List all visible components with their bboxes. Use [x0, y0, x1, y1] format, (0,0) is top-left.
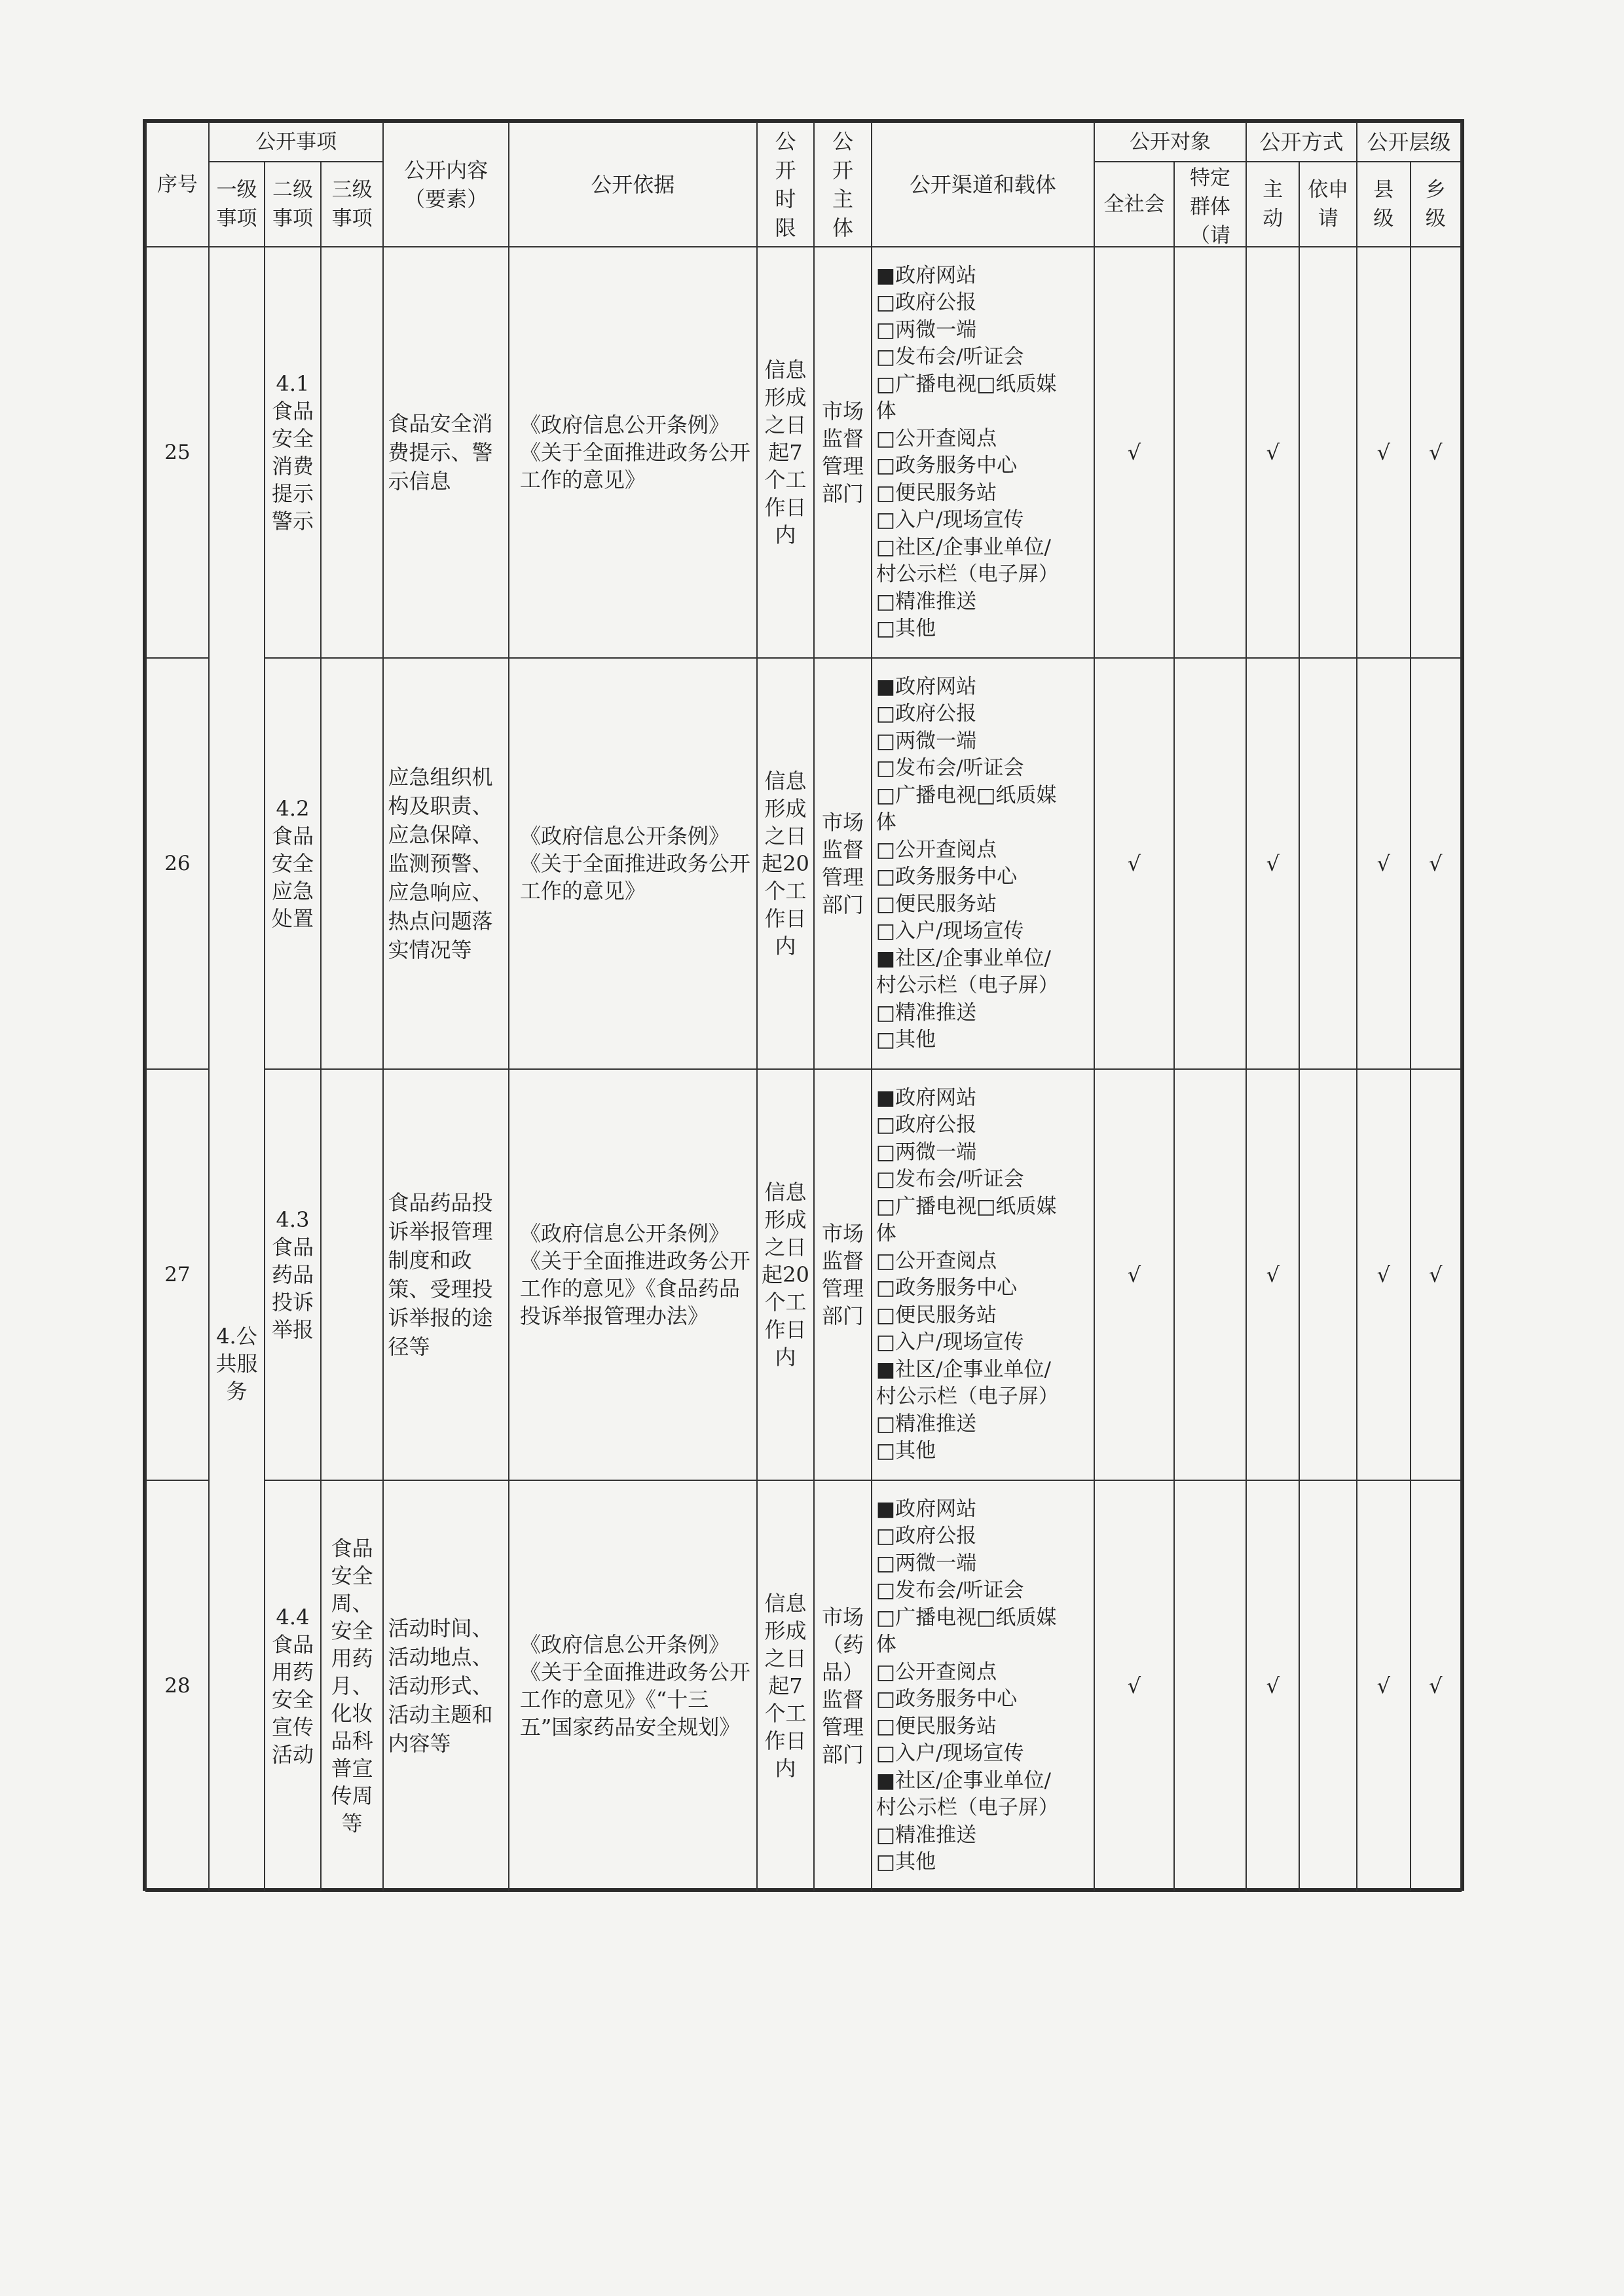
- list-item: □广播电视□纸质媒: [876, 1605, 1057, 1630]
- time-limit: 信息形成之日起7个工作日内: [757, 1480, 815, 1891]
- list-item: □广播电视□纸质媒: [876, 783, 1057, 807]
- level2-item: 4.4食品用药安全宣传活动: [265, 1480, 321, 1891]
- list-item: □两微一端: [876, 1140, 977, 1164]
- table-row: [146, 658, 1461, 1069]
- disclosure-subject: 市场监督管理部门: [814, 1069, 872, 1480]
- list-item: □政府公报: [876, 702, 977, 725]
- level2-item: 4.1食品安全消费提示警示: [265, 247, 321, 658]
- check-active: √: [1246, 1480, 1299, 1891]
- list-item: ■社区/企事业单位/: [876, 1357, 1051, 1381]
- row-seq: 28: [146, 1480, 209, 1891]
- list-item: □精准推送: [876, 1823, 977, 1847]
- list-item: ■政府网站: [876, 263, 977, 287]
- list-item: □社区/企事业单位/: [876, 535, 1051, 559]
- disclosure-table: [145, 122, 1462, 1892]
- header-content: 公开内容（要素）: [383, 122, 508, 247]
- list-item: □公开查阅点: [876, 1660, 997, 1684]
- list-item: 体: [876, 811, 896, 834]
- check-township: √: [1411, 247, 1461, 658]
- check-active: √: [1246, 247, 1299, 658]
- row-seq: 25: [146, 247, 209, 658]
- disclosure-basis: 《政府信息公开条例》《关于全面推进政务公开工作的意见》: [509, 247, 757, 658]
- list-item: □政务服务中心: [876, 865, 1018, 888]
- list-item: □其他: [876, 617, 936, 640]
- channel-list: [872, 247, 1094, 658]
- level2-item: 4.3食品药品投诉举报: [265, 1069, 321, 1480]
- header-basis: 公开依据: [509, 122, 757, 247]
- row-seq: 27: [146, 1069, 209, 1480]
- time-limit: 信息形成之日起7个工作日内: [757, 247, 815, 658]
- header-all-society: 全社会: [1094, 162, 1174, 247]
- header-on-request: 依申请: [1299, 162, 1357, 247]
- table-row: [146, 247, 1461, 658]
- check-all-society: √: [1094, 247, 1174, 658]
- list-item: 体: [876, 399, 896, 423]
- list-item: □公开查阅点: [876, 426, 997, 450]
- header-active: 主动: [1246, 162, 1299, 247]
- check-all-society: √: [1094, 658, 1174, 1069]
- check-on-request: [1299, 658, 1357, 1069]
- check-all-society: √: [1094, 1480, 1174, 1891]
- check-township: √: [1411, 1069, 1461, 1480]
- header-level2: 二级事项: [265, 162, 321, 247]
- disclosure-content: 应急组织机构及职责、应急保障、监测预警、应急响应、热点问题落实情况等: [383, 658, 508, 1069]
- list-item: □便民服务站: [876, 481, 997, 505]
- header-items-group: 公开事项: [209, 122, 384, 162]
- table-row: [146, 1069, 1461, 1480]
- list-item: 体: [876, 1222, 896, 1245]
- level1-item: 4.公共服务: [209, 247, 265, 1891]
- disclosure-content: 食品药品投诉举报管理制度和政策、受理投诉举报的途径等: [383, 1069, 508, 1480]
- list-item: □其他: [876, 1439, 936, 1463]
- header-audience-group: 公开对象: [1094, 122, 1246, 162]
- list-item: □政府公报: [876, 1524, 977, 1548]
- check-active: √: [1246, 658, 1299, 1069]
- header-seq: 序号: [146, 122, 209, 247]
- check-on-request: [1299, 1069, 1357, 1480]
- time-limit: 信息形成之日起20个工作日内: [757, 1069, 815, 1480]
- disclosure-basis: 《政府信息公开条例》《关于全面推进政务公开工作的意见》《食品药品投诉举报管理办法》: [509, 1069, 757, 1480]
- header-level3: 三级事项: [321, 162, 384, 247]
- disclosure-basis: 《政府信息公开条例》《关于全面推进政务公开工作的意见》: [509, 658, 757, 1069]
- header-subject: 公开主体: [814, 122, 872, 247]
- list-item: 村公示栏（电子屏）: [876, 1385, 1059, 1408]
- list-item: □政府公报: [876, 1113, 977, 1137]
- list-item: 体: [876, 1633, 896, 1656]
- disclosure-basis: 《政府信息公开条例》《关于全面推进政务公开工作的意见》《“十三五”国家药品安全规划》: [509, 1480, 757, 1891]
- list-item: □便民服务站: [876, 1714, 997, 1738]
- list-item: ■社区/企事业单位/: [876, 946, 1051, 970]
- level3-item: 食品安全周、安全用药月、化妆品科普宣传周等: [321, 1480, 384, 1891]
- check-specific-group: [1174, 658, 1246, 1069]
- header-channels: 公开渠道和载体: [872, 122, 1094, 247]
- check-on-request: [1299, 247, 1357, 658]
- list-item: □政务服务中心: [876, 1276, 1018, 1300]
- list-item: □发布会/听证会: [876, 345, 1024, 369]
- list-item: □精准推送: [876, 1000, 977, 1025]
- table-row: [146, 1480, 1461, 1891]
- level3-item: [321, 247, 384, 658]
- list-item: ■政府网站: [876, 1085, 977, 1110]
- list-item: □便民服务站: [876, 1303, 997, 1327]
- list-item: □入户/现场宣传: [876, 919, 1024, 943]
- check-active: √: [1246, 1069, 1299, 1480]
- level3-item: [321, 1069, 384, 1480]
- disclosure-subject: 市场监督管理部门: [814, 247, 872, 658]
- check-township: √: [1411, 1480, 1461, 1891]
- level3-item: [321, 658, 384, 1069]
- list-item: □精准推送: [876, 1412, 977, 1436]
- check-specific-group: [1174, 1069, 1246, 1480]
- header-method-group: 公开方式: [1246, 122, 1357, 162]
- list-item: □其他: [876, 1850, 936, 1874]
- list-item: ■政府网站: [876, 674, 977, 699]
- disclosure-subject: 市场（药品）监督管理部门: [814, 1480, 872, 1891]
- check-specific-group: [1174, 247, 1246, 658]
- check-specific-group: [1174, 1480, 1246, 1891]
- list-item: □其他: [876, 1028, 936, 1051]
- time-limit: 信息形成之日起20个工作日内: [757, 658, 815, 1069]
- list-item: □两微一端: [876, 1551, 977, 1575]
- channel-list: [872, 1069, 1094, 1480]
- list-item: □公开查阅点: [876, 837, 997, 862]
- list-item: □精准推送: [876, 589, 977, 613]
- list-item: □公开查阅点: [876, 1248, 997, 1273]
- channel-list: [872, 658, 1094, 1069]
- list-item: □发布会/听证会: [876, 756, 1024, 780]
- list-item: □政府公报: [876, 291, 977, 314]
- header-specific-group: 特定群体（请: [1174, 162, 1246, 247]
- header-time-limit: 公开时限: [757, 122, 815, 247]
- check-county: √: [1357, 658, 1410, 1069]
- header-county: 县级: [1357, 162, 1410, 247]
- list-item: □入户/现场宣传: [876, 1330, 1024, 1354]
- check-all-society: √: [1094, 1069, 1174, 1480]
- list-item: □入户/现场宣传: [876, 508, 1024, 532]
- check-on-request: [1299, 1480, 1357, 1891]
- list-item: □政务服务中心: [876, 1687, 1018, 1711]
- list-item: □两微一端: [876, 729, 977, 753]
- check-township: √: [1411, 658, 1461, 1069]
- disclosure-content: 活动时间、活动地点、活动形式、活动主题和内容等: [383, 1480, 508, 1891]
- disclosure-table-page: [143, 119, 1464, 1891]
- list-item: □两微一端: [876, 318, 977, 342]
- disclosure-subject: 市场监督管理部门: [814, 658, 872, 1069]
- check-county: √: [1357, 1069, 1410, 1480]
- list-item: 村公示栏（电子屏）: [876, 974, 1059, 997]
- check-county: √: [1357, 247, 1410, 658]
- row-seq: 26: [146, 658, 209, 1069]
- header-level1: 一级事项: [209, 162, 265, 247]
- check-county: √: [1357, 1480, 1410, 1891]
- list-item: 村公示栏（电子屏）: [876, 1796, 1059, 1819]
- list-item: □广播电视□纸质媒: [876, 372, 1057, 396]
- header-level-group: 公开层级: [1357, 122, 1461, 162]
- channel-list: [872, 1480, 1094, 1891]
- header-township: 乡级: [1411, 162, 1461, 247]
- list-item: ■政府网站: [876, 1497, 977, 1521]
- list-item: □广播电视□纸质媒: [876, 1194, 1057, 1218]
- list-item: □政务服务中心: [876, 454, 1018, 477]
- disclosure-content: 食品安全消费提示、警示信息: [383, 247, 508, 658]
- list-item: 村公示栏（电子屏）: [876, 562, 1059, 586]
- list-item: □发布会/听证会: [876, 1578, 1024, 1602]
- list-item: ■社区/企事业单位/: [876, 1768, 1051, 1793]
- list-item: □便民服务站: [876, 892, 997, 916]
- list-item: □发布会/听证会: [876, 1167, 1024, 1191]
- list-item: □入户/现场宣传: [876, 1741, 1024, 1765]
- level2-item: 4.2食品安全应急处置: [265, 658, 321, 1069]
